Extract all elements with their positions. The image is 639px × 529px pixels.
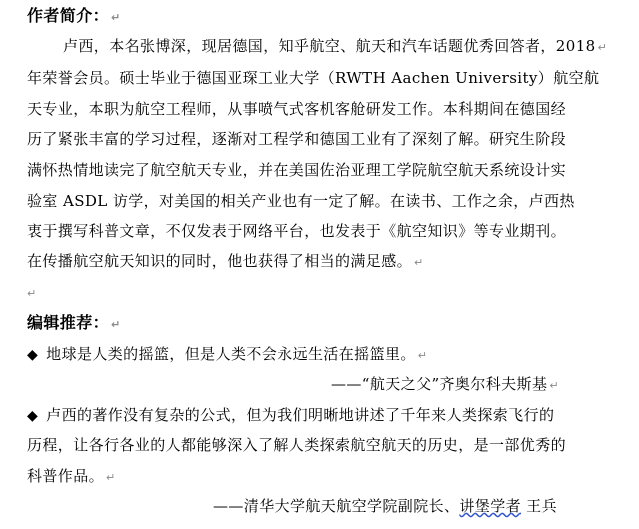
attribution-text: ——清华大学航天航空学院副院长、 — [213, 497, 460, 515]
recommend-item-2-line-3 — [27, 466, 115, 488]
author-text: 验室 ASDL 访学，对美国的相关产业也有一定了解。在读书、工作之余，卢西热 — [27, 192, 575, 210]
diamond-bullet-icon: ◆ — [27, 347, 39, 363]
author-line-6 — [27, 191, 575, 211]
attribution-text: ——“航天之父”齐奥尔科夫斯基 — [331, 375, 548, 393]
recommend-item-2-line-2 — [27, 435, 566, 455]
author-line-4 — [27, 129, 566, 149]
author-text: 年荣誉会员。硕士毕业于德国亚琛工业大学（RWTH Aachen University）航空航 — [27, 69, 600, 87]
diamond-bullet-icon: ◆ — [27, 408, 39, 424]
paragraph-mark-icon: ↵ — [417, 349, 427, 362]
paragraph-mark-icon: ↵ — [549, 379, 559, 392]
author-text: 在传播航空航天知识的同时，他也获得了相当的满足感。 — [27, 252, 413, 270]
recommend-item-1-attribution — [331, 374, 559, 396]
quote-text: 地球是人类的摇篮，但是人类不会永远生活在摇篮里。 — [46, 345, 416, 363]
author-line-8 — [27, 251, 423, 273]
author-text: 卢西，本名张博深，现居德国，知乎航空、航天和汽车话题优秀回答者，2018 — [63, 37, 596, 55]
paragraph-mark-icon: ↵ — [111, 11, 121, 24]
recommend-item-2-attribution — [213, 496, 557, 516]
author-line-2 — [27, 68, 599, 88]
quote-text: 历程，让各行各业的人都能够深入了解人类探索航空航天的历史，是一部优秀的 — [27, 436, 567, 454]
quote-text: 科普作品。 — [27, 467, 105, 485]
recommend-heading-text: 编辑推荐： — [27, 313, 110, 332]
paragraph-mark-icon: ↵ — [27, 287, 37, 300]
paragraph-mark-icon: ↵ — [111, 318, 121, 331]
author-heading — [27, 6, 120, 28]
quote-text: 卢西的著作没有复杂的公式，但为我们明晰地讲述了千年来人类探索飞行的 — [46, 406, 555, 424]
recommend-heading — [27, 313, 120, 335]
attribution-underlined-text: 讲堡学者 — [459, 497, 522, 515]
author-line-7 — [27, 221, 566, 241]
author-heading-text: 作者简介： — [27, 6, 110, 25]
attribution-name: 王兵 — [521, 497, 557, 515]
author-line-5 — [27, 160, 566, 180]
author-text: 满怀热情地读完了航空航天专业，并在美国佐治亚理工学院航空航天系统设计实 — [27, 161, 567, 179]
paragraph-mark-icon: ↵ — [106, 471, 116, 484]
author-line-1 — [63, 36, 607, 58]
author-text: 历了紧张丰富的学习过程，逐渐对工程学和德国工业有了深刻了解。研究生阶段 — [27, 130, 567, 148]
recommend-item-2-line-1 — [27, 405, 554, 426]
author-text: 衷于撰写科普文章，不仅发表于网络平台，也发表于《航空知识》等专业期刊。 — [27, 222, 567, 240]
author-text: 天专业，本职为航空工程师，从事喷气式客机客舱研发工作。本科期间在德国经 — [27, 100, 567, 118]
paragraph-mark-icon: ↵ — [414, 256, 424, 269]
paragraph-mark-icon: ↵ — [597, 41, 607, 54]
recommend-item-1-line-1 — [27, 344, 427, 366]
author-line-3 — [27, 99, 566, 119]
